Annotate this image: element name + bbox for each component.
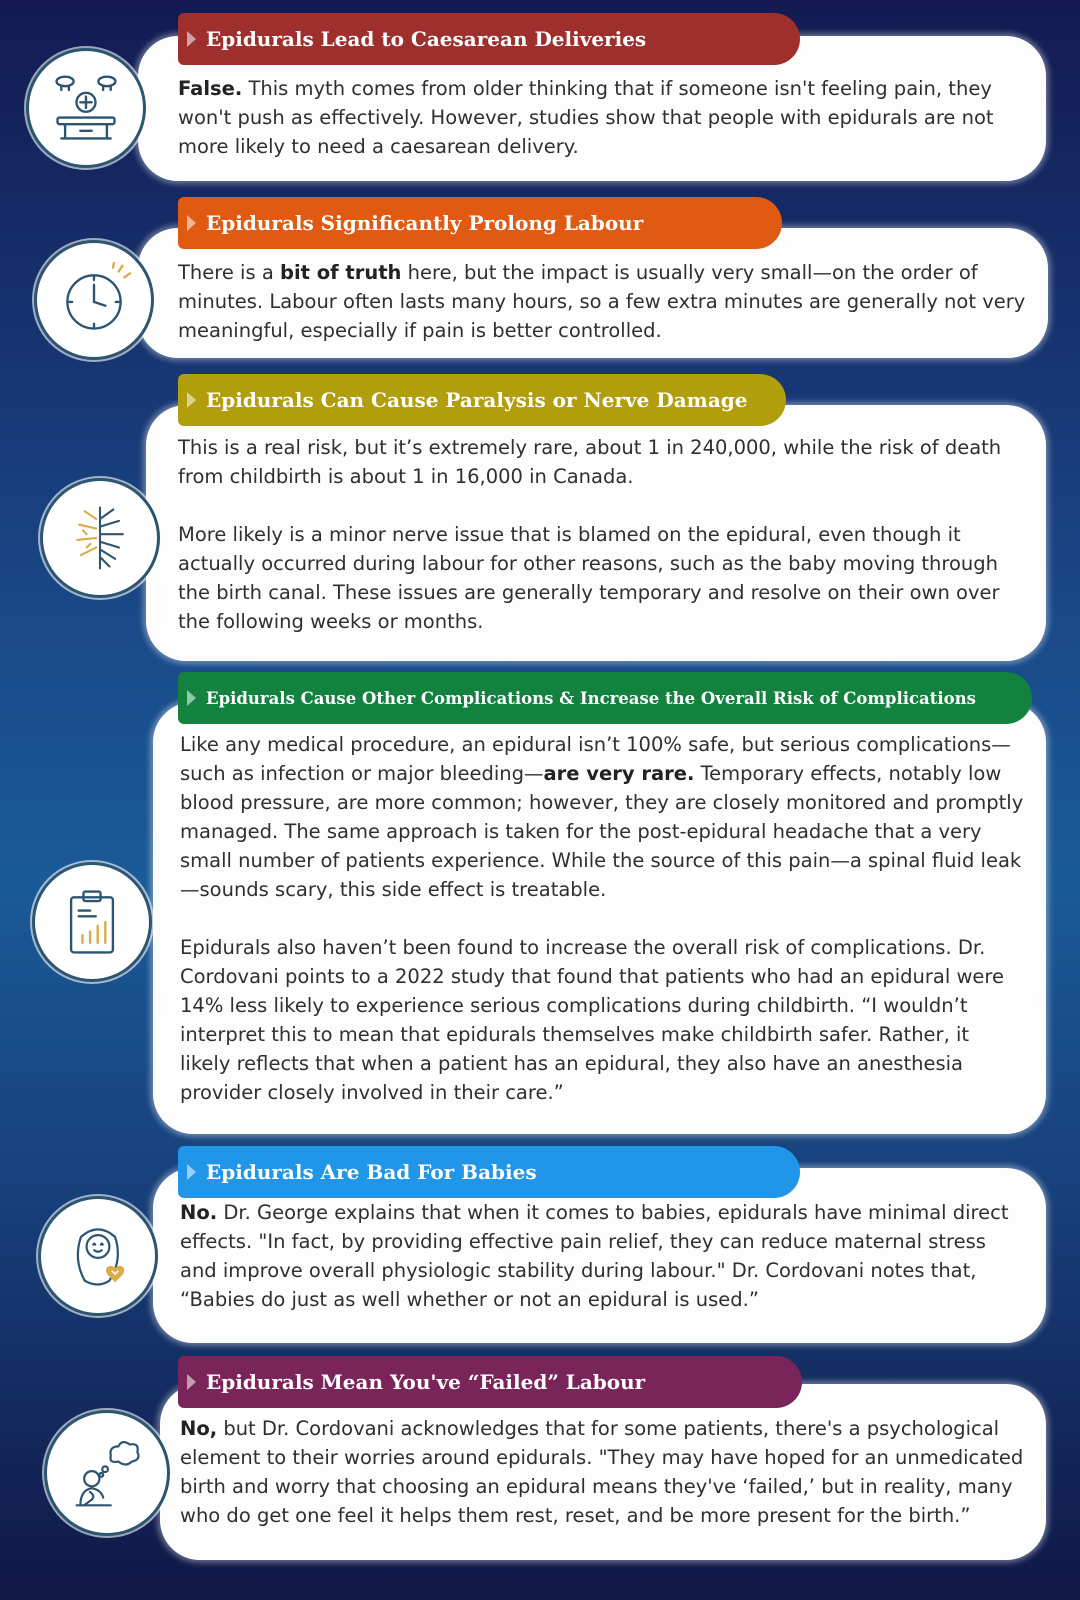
nerve-icon — [40, 478, 160, 598]
myth-card — [146, 405, 1046, 661]
myth-card — [160, 1384, 1046, 1560]
myth-body: False. This myth comes from older thinking that if someone isn't feeling pain, they won't push as effectively. However, studies show that people with epidurals are not more likely to need a caesarean delivery. — [178, 77, 994, 158]
myth-body: This is a real risk, but it’s extremely rare, about 1 in 240,000, while the risk of death from childbirth is about 1 in 16,000 in Canada. — [178, 436, 1002, 488]
myth-card — [153, 702, 1046, 1134]
myth-title: Epidurals Lead to Caesarean Deliveries — [206, 27, 647, 51]
arrow-icon — [187, 690, 196, 706]
baby-heart-icon — [38, 1196, 158, 1316]
myth-title: Epidurals Are Bad For Babies — [206, 1160, 537, 1184]
myth-title-banner — [178, 13, 800, 65]
myth-verdict: No. — [180, 1201, 218, 1224]
myth-verdict: False. — [178, 77, 243, 100]
myth-verdict: are very rare. — [543, 762, 695, 785]
myth-title: Epidurals Mean You've “Failed” Labour — [206, 1370, 646, 1394]
myth-title-banner — [178, 1146, 800, 1198]
arrow-icon — [187, 1164, 196, 1180]
myth-title-banner — [178, 374, 786, 426]
myth-body: No, but Dr. Cordovani acknowledges that for some patients, there's a psychological element to their worries around epidurals. "They may have hoped for an unmedicated birth and worry that choosing an epidural means they've ‘failed,’ but in reality, many who do get one feel it helps them rest, reset, and be more present for the birth.” — [180, 1417, 1024, 1527]
myth-body: More likely is a minor nerve issue that is blamed on the epidural, even though it actually occurred during labour for other reasons, such as the baby moving through the birth canal. These issues are generally temporary and resolve on their own over the following weeks or months. — [178, 523, 1000, 633]
arrow-icon — [187, 215, 196, 231]
arrow-icon — [187, 1374, 196, 1390]
myth-body: There is a bit of truth here, but the impact is usually very small—on the order of minutes. Labour often lasts many hours, so a few extra minutes are generally not very meaningful, especially if pain is better controlled. — [178, 261, 1026, 342]
myth-verdict: No, — [180, 1417, 218, 1440]
thinking-person-icon — [44, 1410, 170, 1536]
myth-title-banner — [178, 1356, 802, 1408]
arrow-icon — [187, 392, 196, 408]
myth-body: Like any medical procedure, an epidural isn’t 100% safe, but serious complications—such as infection or major bleeding—are very rare. Temporary effects, notably low blood pressure, are more common; however, they are closely monitored and promptly managed. The same approach is taken for the post-epidural headache that a very small number of patients experience. While the source of this pain—a spinal fluid leak—sounds scary, this side effect is treatable. — [180, 733, 1024, 901]
myth-title-banner — [178, 672, 1032, 724]
myth-body: Epidurals also haven’t been found to increase the overall risk of complications. Dr. Cordovani points to a 2022 study that found that patients who had an epidural were 14% less likely to experience serious complications during childbirth. “I wouldn’t interpret this to mean that epidurals themselves make childbirth safer. Rather, it likely reflects that when a patient has an epidural, they also have an anesthesia provider closely involved in their care.” — [180, 936, 1005, 1104]
myth-title: Epidurals Significantly Prolong Labour — [206, 211, 644, 235]
surgery-bed-icon — [26, 48, 146, 168]
myth-title: Epidurals Can Cause Paralysis or Nerve Damage — [206, 388, 748, 412]
clock-icon — [34, 240, 154, 360]
clipboard-chart-icon — [32, 862, 152, 982]
myth-title: Epidurals Cause Other Complications & Increase the Overall Risk of Complications — [206, 688, 976, 708]
myth-verdict: bit of truth — [279, 261, 402, 284]
myth-body: No. Dr. George explains that when it comes to babies, epidurals have minimal direct effects. "In fact, by providing effective pain relief, they can reduce maternal stress and improve overall physiologic stability during labour." Dr. Cordovani notes that, “Babies do just as well whether or not an epidural is used.” — [180, 1201, 1009, 1311]
arrow-icon — [187, 31, 196, 47]
myth-title-banner — [178, 197, 782, 249]
